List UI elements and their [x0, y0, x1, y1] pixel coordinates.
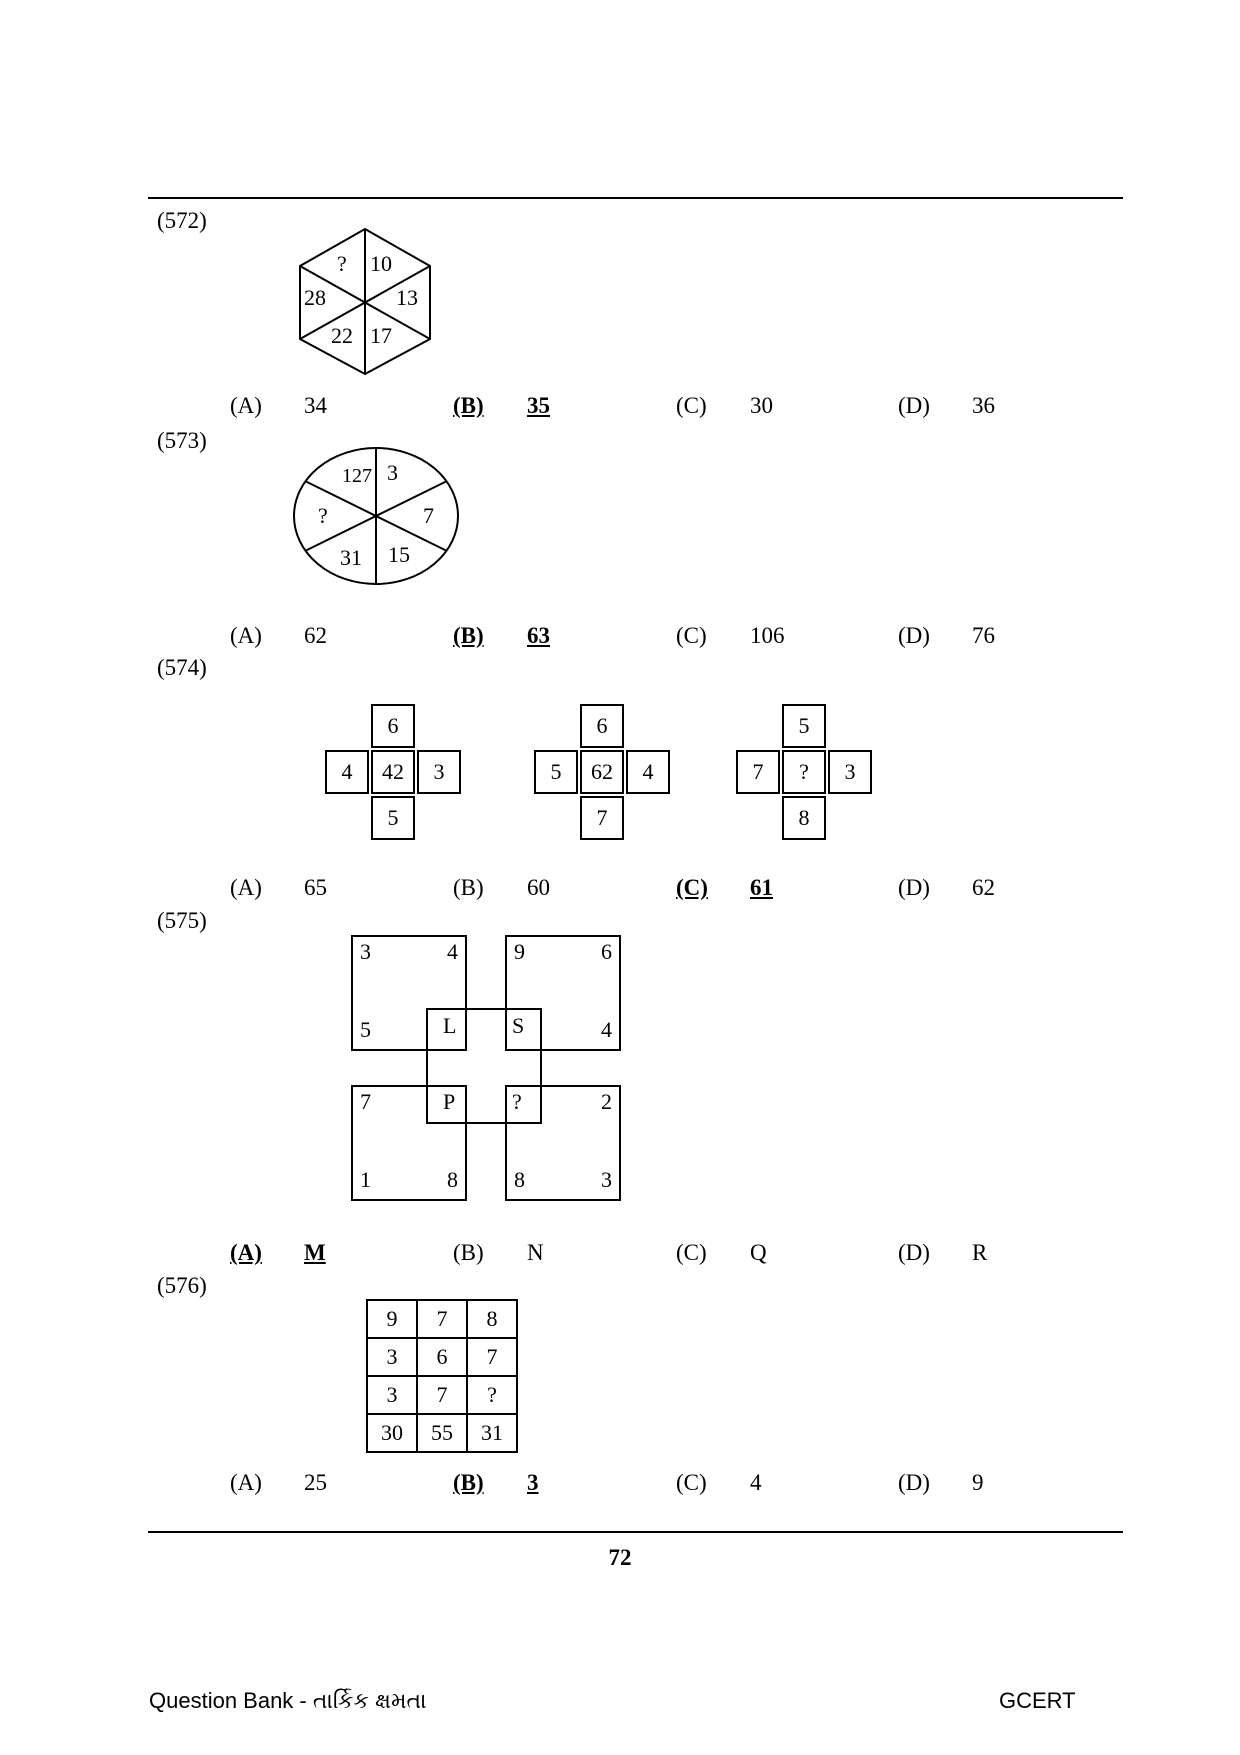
option-letter-answer: (B): [453, 1470, 484, 1495]
circle-segment: 31: [340, 545, 362, 570]
table-cell: 7: [467, 1338, 517, 1376]
option-value: 62: [972, 875, 995, 900]
question-number: (575): [157, 908, 207, 933]
question-number: (574): [157, 655, 207, 680]
option-value: R: [972, 1240, 988, 1265]
hexagon-segment: 22: [331, 323, 353, 348]
corner-number: 4: [601, 1017, 612, 1042]
option-letter: (D): [898, 1240, 930, 1265]
table-cell: 31: [467, 1414, 517, 1452]
question-number: (573): [157, 428, 207, 453]
option-value: 76: [972, 623, 995, 648]
option-letter: (C): [676, 1240, 707, 1265]
option-letter: (A): [230, 1470, 262, 1495]
hexagon-segment: ?: [337, 251, 347, 276]
cross-cell: 5: [534, 750, 578, 794]
question-number: (572): [157, 208, 207, 233]
hexagon-segment: 10: [370, 251, 392, 276]
table-cell: 6: [417, 1338, 467, 1376]
option-value: 4: [750, 1470, 762, 1495]
table-row: [367, 1300, 517, 1338]
corner-number: 6: [601, 939, 612, 964]
option-value: Q: [750, 1240, 767, 1265]
cross-cell: 7: [736, 750, 780, 794]
center-letter: S: [512, 1013, 525, 1038]
cross-cell: 62: [580, 750, 624, 794]
table-cell: 7: [417, 1376, 467, 1414]
center-letter: P: [443, 1089, 456, 1114]
table-cell: 3: [367, 1376, 417, 1414]
hexagon-segment: 13: [396, 285, 418, 310]
option-letter: (B): [453, 875, 484, 900]
option-letter: (D): [898, 393, 930, 418]
table-row: [367, 1414, 517, 1452]
cross-cell: 6: [371, 704, 415, 748]
option-value: N: [527, 1240, 544, 1265]
center-letter: ?: [512, 1089, 522, 1114]
corner-number: 1: [360, 1167, 371, 1192]
cross-cell: 4: [325, 750, 369, 794]
circle-segment: 3: [387, 460, 398, 485]
option-letter: (A): [230, 623, 262, 648]
option-letter: (D): [898, 1470, 930, 1495]
corner-number: 5: [360, 1017, 371, 1042]
option-letter-answer: (B): [453, 393, 484, 418]
option-value: 30: [750, 393, 773, 418]
option-letter-answer: (B): [453, 623, 484, 648]
option-letter: (C): [676, 1470, 707, 1495]
cross-cell: 5: [782, 704, 826, 748]
option-value: 62: [304, 623, 327, 648]
option-letter: (D): [898, 623, 930, 648]
corner-number: 8: [514, 1167, 525, 1192]
table-cell: 3: [367, 1338, 417, 1376]
hexagon-segment: 28: [304, 285, 326, 310]
circle-segment: 7: [423, 503, 434, 528]
option-value-answer: 3: [527, 1470, 539, 1495]
cross-cell: 3: [828, 750, 872, 794]
corner-number: 2: [601, 1089, 612, 1114]
option-letter: (A): [230, 875, 262, 900]
number-table: [366, 1299, 518, 1453]
circle-figure: [290, 444, 462, 588]
option-letter-answer: (A): [230, 1240, 262, 1265]
center-letter: L: [443, 1013, 457, 1038]
corner-number: 4: [447, 939, 458, 964]
circle-segment: ?: [318, 503, 328, 528]
hexagon-figure: [295, 226, 435, 376]
table-row: [367, 1376, 517, 1414]
option-value-answer: 35: [527, 393, 550, 418]
cross-cell: 42: [371, 750, 415, 794]
option-value: 34: [304, 393, 327, 418]
corner-number: 3: [601, 1167, 612, 1192]
option-letter: (D): [898, 875, 930, 900]
table-cell: 9: [367, 1300, 417, 1338]
corner-number: 9: [514, 939, 525, 964]
hexagon-segment: 17: [370, 323, 392, 348]
option-value: 65: [304, 875, 327, 900]
table-cell: ?: [467, 1376, 517, 1414]
cross-cell: 4: [626, 750, 670, 794]
cross-cell: 6: [580, 704, 624, 748]
option-value-answer: M: [304, 1240, 326, 1265]
cross-cell: 8: [782, 796, 826, 840]
option-value: 36: [972, 393, 995, 418]
cross-cell: 3: [417, 750, 461, 794]
option-value-answer: 63: [527, 623, 550, 648]
option-letter: (B): [453, 1240, 484, 1265]
option-letter: (C): [676, 623, 707, 648]
option-letter: (C): [676, 393, 707, 418]
table-row: [367, 1338, 517, 1376]
option-value-answer: 61: [750, 875, 773, 900]
option-value: 25: [304, 1470, 327, 1495]
table-cell: 8: [467, 1300, 517, 1338]
cross-cell: 5: [371, 796, 415, 840]
option-letter: (A): [230, 393, 262, 418]
table-cell: 55: [417, 1414, 467, 1452]
circle-segment: 15: [388, 542, 410, 567]
table-cell: 7: [417, 1300, 467, 1338]
option-value: 60: [527, 875, 550, 900]
cross-cell: ?: [782, 750, 826, 794]
corner-number: 3: [360, 939, 371, 964]
top-rule: [148, 197, 1123, 199]
footer-left: Question Bank - તાર્કિક ક્ષમતા: [149, 1688, 427, 1713]
option-value: 9: [972, 1470, 984, 1495]
page-number: 72: [608, 1545, 632, 1570]
table-cell: 30: [367, 1414, 417, 1452]
cross-cell: 7: [580, 796, 624, 840]
footer-right: GCERT: [999, 1688, 1076, 1713]
circle-segment: 127: [342, 465, 372, 487]
question-number: (576): [157, 1273, 207, 1298]
corner-number: 7: [360, 1089, 371, 1114]
option-letter-answer: (C): [676, 875, 708, 900]
corner-number: 8: [447, 1167, 458, 1192]
bottom-rule: [148, 1531, 1123, 1533]
option-value: 106: [750, 623, 785, 648]
